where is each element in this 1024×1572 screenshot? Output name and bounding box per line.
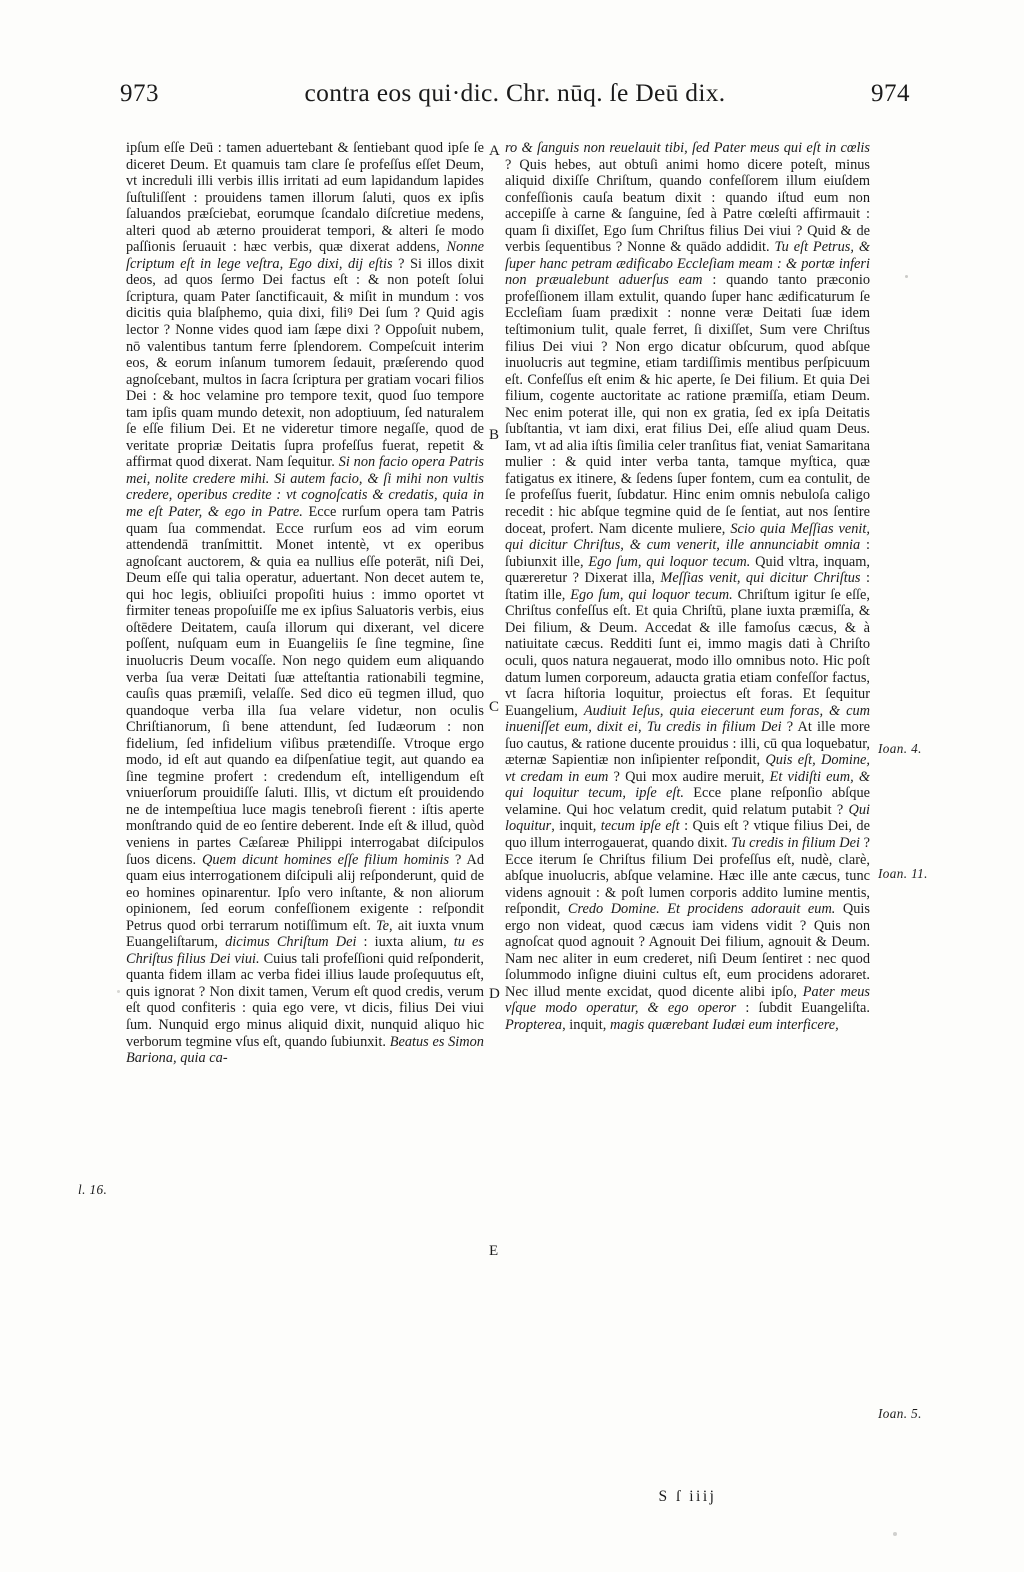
right-column-scripture-quote: Propterea [505, 1016, 563, 1033]
left-column-body-text: , ait iuxta vnum Euangeliſtarum, [126, 917, 484, 951]
right-column-body-text: , inquit, [562, 1016, 610, 1033]
right-column-scripture-quote: Ego ſum, qui loquor tecum. [570, 586, 733, 603]
margin-reference: Ioan. 11. [878, 866, 928, 881]
section-letter-a: A [489, 143, 500, 159]
left-column-body-text: Ecce rurſum opera tam Patris quam ſua commendat. Ecce rurſum eos ad vim eorum attendendā tranſmittit. Monet intentè, vt ex operibus agnoſcant auctorem, & quia ea nullius eſſe poterāt, niſi Dei, Deum eſſe qui talia operatur, aduertant. Non decet autem te, qui hoc legis, obliuiſci propoſiti huius : immo oportet vt firmiter teneas propoſuiſſe me ex ipſius Saluatoris verbis, eius oſtēdere Deitatem, cauſa illorum qui dixerant, vel dicere poſſent, nuſquam eum in Euangeliis ſe ſine tegmine, ſine inuolucris Deum vocaſſe. Non nego quidem eum aliquando verba ſua veræ Deitati ſuæ atteſtantia rationabili tegmine, cauſis quas præmiſi, velaſſe. Sed dico eū tegmen illud, quo quandoque verba illa ſua velare videtur, non oculis Chriſtianorum, ſi bene attendunt, ſed Iudæorum : non fidelium, ſed infidelium viſibus prætendiſſe. Vtroque ergo modo, id eſt aut quando ea diſpenſatiue tegit, aut quando ea ſine tegmine profert : credendum eſt, intelligendum eſt vniuerſorum prouidiſſe ſaluti. Illis, vt dictum eſt prouidendo ne de intempeſtiua luce magis tenebroſi fierent : iſtis aperte monſtrando quid de eo ſentire deberent. Inde eſt & illud, quòd veniens in partes Cæſareæ Philippi interrogabat diſcipulos ſuos dicens. [126, 504, 484, 868]
right-column-body-text: ? Quis hebes, aut obtuſi animi homo dicere poteſt, minus aliquid dixiſſe Chriſtum, quando confeſſorem illum eiuſdem confeſſionis cauſa beatum dixit : quando iſtud eum non accepiſſe à carne & ſanguine, ſed à Patre cœleſti affirmauit : quam ſi dixiſſet, Ego ſum Chriſtus filius Dei viui ? Quid & de verbis ſequentibus ? Nonne & quādo addidit. [505, 156, 870, 256]
right-column-body-text: Ecce plane reſponſio abſque velamine. Qui hoc velatum credit, quid relatum putabit ? [505, 785, 870, 818]
left-column-scripture-quote: Nonne ſcriptum eſt in lege veſtra, Ego dixi, dij eſtis [126, 239, 484, 272]
right-column-scripture-quote: Credo Domine. Et procidens adorauit eum. [567, 901, 836, 918]
left-column-paragraph [126, 140, 484, 1067]
right-column-body-text: : Quis eſt ? vtique filius Dei, de quo illum interrogauerat, quando dixit. [505, 818, 870, 851]
right-column-body-text: Quid vltra, inquam, quæreretur ? Dixerat illa, [505, 553, 870, 587]
margin-reference: Ioan. 5. [878, 1406, 922, 1421]
right-column-body-text: ? At ille more ſuo cautus, & ratione ducente prouidus : illi, cū qua loquebatur, æternæ Sapientiæ non inſipienter reſpondit, [505, 719, 870, 769]
left-column-body-text: ? Si illos dixit deos, ad quos ſermo Dei factus eſt : & non poteſt ſolui ſcriptura, quam Pater ſanctificauit, & miſit in mundum : vos dicitis quia blaſphemo, quia dixi, filiꝰ Dei ſum ? Quid agis lector ? Nonne vides quod iam ſæpe dixi ? Oppoſuit nubem, nō valentibus tantum ferre ſplendorem. Compeſcuit interim eos, & eorum inſanum tumorem ſedauit, præſerendo quod agnoſcebant, multos in ſacra ſcriptura per gratiam vocari filios Dei : & hoc velamine pro tempore texit, quod ſuo tempore tam ipſis quam mundo detexit, non adoptiuum, ſed naturalem ſe eſſe filium Dei. Et ne videretur timore negaſſe, quod de veritate propriæ Deitatis ſupra profeſſus fuerat, repetit & affirmat quod dixerat. Nam ſequitur. [126, 255, 484, 471]
right-column-body-text: : ſtatim ille, [505, 570, 870, 603]
right-column-body-text: ? Qui mox audire meruit, [608, 768, 770, 785]
right-column-scripture-quote: Meſſias venit, qui dicitur Chriſtus [660, 570, 861, 587]
page-title: contra eos qui·dic. Chr. nūq. ſe Deū dix. [304, 78, 726, 107]
margin-reference: Ioan. 4. [878, 741, 922, 756]
section-letter-c: C [489, 699, 500, 715]
left-column-scripture-quote: dicimus Chriſtum Dei [225, 934, 357, 951]
right-column-scripture-quote: magis quærebant Iudæi eum interficere, [609, 1016, 839, 1033]
text-column-left [126, 140, 484, 1067]
left-column-scripture-quote: Si non facio opera Patris mei, nolite credere mihi. Si autem facio, & ſi mihi non vultis credere, operibus credite : vt cognoſcatis & credatis, quia in me eſt Pater, & ego in Patre. [126, 454, 485, 521]
signature-mark: S ſ iiij [658, 1488, 717, 1505]
right-column-scripture-quote: Qui loquitur [505, 801, 870, 835]
right-column-body-text: ? Ecce iterum ſe Chriſtus filium Dei profeſſus eſt, nudè, clarè, abſque inuolucris, abſque velamine. Hæc ille ante cæcus, tunc videns agnouit : & poſt lumen corporis addito lumine mentis, reſpondit, [505, 834, 870, 918]
right-column-scripture-quote: Quis eſt, Domine, vt credam in eum [505, 752, 870, 785]
right-column-body-text: : quando tanto præconio profeſſionem illam extulit, quando ſuper hanc ædificaturum ſe Eccleſiam ſuam prædixit : nonne veræ Deitati ſuæ idem teſtimonium tulit, quale ferret, ſi dixiſſet, Sum vere Chriſtus filius Dei viui ? Non ergo dicatur obſcurum, quod abſque inuolucris aut tegmine, etiam tardiſſimis mentibus perſpicuum eſt. Confeſſus eſt enim & hic aperte, ſe Dei filium. Et quia Dei filium, cogente auctoritate ac ratione præmiſſa, etiam Deum. Nec enim poterat ille, qui non ex gratia, ſed ex ipſa Deitatis ſubſtantia, vt iam dixi, erat filius Dei, eſſe aliud quam Deus. Iam, vt ad alia iſtis ſimilia celer tranſitus fiat, veniat Samaritana mulier : & quid inter verba tanta, tamque myſtica, quæ fatigatus ex itinere, & ſedens ſuper fontem, cum ea contulit, de ſe profeſſus fuerit, ſubdatur. Hinc enim omnis nebuloſa caligo recedit : hic abſque tegmine quid de ſe ſentiat, aut nos ſentire doceat, profert. Nam dicente muliere, [505, 272, 870, 537]
scan-speck [905, 275, 908, 278]
scan-speck [893, 1532, 897, 1536]
section-letter-d: D [489, 986, 500, 1002]
right-column-scripture-quote: Tu credis in filium Dei [731, 834, 860, 851]
right-column-scripture-quote: Audiuit Ieſus, quia eiecerunt eum foras, & cum inueniſſet eum, dixit ei, Tu credis in filium Dei [505, 702, 870, 736]
folio-number-left: 973 [120, 80, 159, 107]
right-column-scripture-quote: tecum ipſe eſt [600, 818, 680, 835]
left-column-scripture-quote: Quem dicunt homines eſſe filium hominis [201, 851, 450, 868]
left-column-body-text: ipſum eſſe Deū : tamen aduertebant & ſentiebant quod ipſe ſe diceret Deum. Et quamuis tam clare ſe profeſſus eſſet Deum, vt increduli illi verbis illis irritati ad eum lapidandum lapides ſuſtuliſſent : prouidens tamen illorum ſaluti, quos ex ipſis ſaluandos præſciebat, eorumque ſcandalo diſcretiue medens, alteri quod ab æterno prouiderat tempori, & alteri ſe modo paſſionis ſeruauit : hæc verbis, quæ dixerat addens, [126, 140, 484, 256]
left-column-scripture-quote: tu es Chriſtus filius Dei viui. [126, 934, 484, 967]
right-column-scripture-quote: Et vidiſti eum, & qui loquitur tecum, ipſe eſt. [505, 768, 870, 802]
left-column-body-text: Cuius tali profeſſioni quid reſponderit, quanta fidem illam ac verba fidei illius laude proſequutus eſt, quis ignorat ? Non dixit tamen, Verum eſt quod credis, verum eſt quod confiteris : quia ego vere, vt dicis, filius Dei viui ſum. Nunquid ergo minus aliquid dixit, nunquid aliquo hic verborum tegmine vſus eſt, quando ſubiunxit. [126, 950, 485, 1050]
text-column-right [505, 140, 870, 1034]
right-column-body-text: : ſubdit Euangeliſta. [736, 1000, 870, 1017]
left-column-body-text: : iuxta alium, [356, 934, 454, 951]
running-head [120, 78, 910, 122]
right-column-paragraph [505, 140, 870, 1034]
right-column-scripture-quote: Tu eſt Petrus, & ſuper hanc petram ædificabo Eccleſiam meam : & portæ inferi non præualebunt aduerſus eam [505, 239, 870, 289]
right-column-scripture-quote: ro & ſanguis non reuelauit tibi, ſed Pater meus qui eſt in cœlis [505, 140, 870, 156]
section-letter-b: B [489, 427, 500, 443]
section-letter-e: E [489, 1243, 499, 1259]
right-column-body-text: Chriſtum igitur ſe eſſe, Chriſtus confeſſus eſt. Et quia Chriſtū, plane iuxta præmiſſa, & Dei filium, & Deum. Accedat & ille famoſus cæcus, & à natiuitate cæcus. Redditi ſunt ei, immo magis dati à Chriſto oculi, quos natura negauerat, modo illo omnibus noto. Hic poſt datum lumen corporeum, adaucta gratia etiam confeſſor factus, vt ſacra hiſtoria loquitur, proiectus eſt foras. Et ſequitur Euangelium, [505, 586, 870, 719]
right-column-body-text: , inquit, [551, 818, 601, 835]
folio-number-right: 974 [871, 80, 910, 107]
right-column-body-text: : ſubiunxit ille, [505, 537, 870, 570]
right-column-scripture-quote: Scio quia Meſſias venit, qui dicitur Chriſtus, & cum venerit, ille annunciabit omnia [505, 520, 870, 554]
left-column-scripture-quote: Beatus es Simon Bariona, quia ca- [126, 1033, 484, 1067]
right-column-scripture-quote: Ego ſum, qui loquor tecum. [588, 553, 751, 570]
left-column-body-text: ? Ad quam eius interrogationem diſcipuli alij reſponderunt, quid de eo homines opinarentur. Ipſo vero inſtante, & non aliorum opinionem, ſed eorum confeſſionem exigente : reſpondit Petrus quod orbi terrarum notiſſimum eſt. [126, 851, 484, 934]
scan-speck [117, 990, 120, 993]
left-column-scripture-quote: Te [376, 917, 390, 934]
margin-reference: l. 16. [78, 1182, 108, 1197]
right-column-body-text: Quis ergo non videat, quod cæcus iam videns vidit ? Quis non agnoſcat quod agnouit ? Agnouit Dei filium, agnouit & Deum. Nam nec aliter in eum crederet, niſi Deum ſentiret : nec quod ſolummodo inſigne diuini cultus eſt, eum procidens adoraret. Nec illud mente excidat, quod dicente alibi ipſo, [505, 901, 870, 1000]
right-column-scripture-quote: Pater meus vſque modo operatur, & ego operor [505, 983, 870, 1017]
